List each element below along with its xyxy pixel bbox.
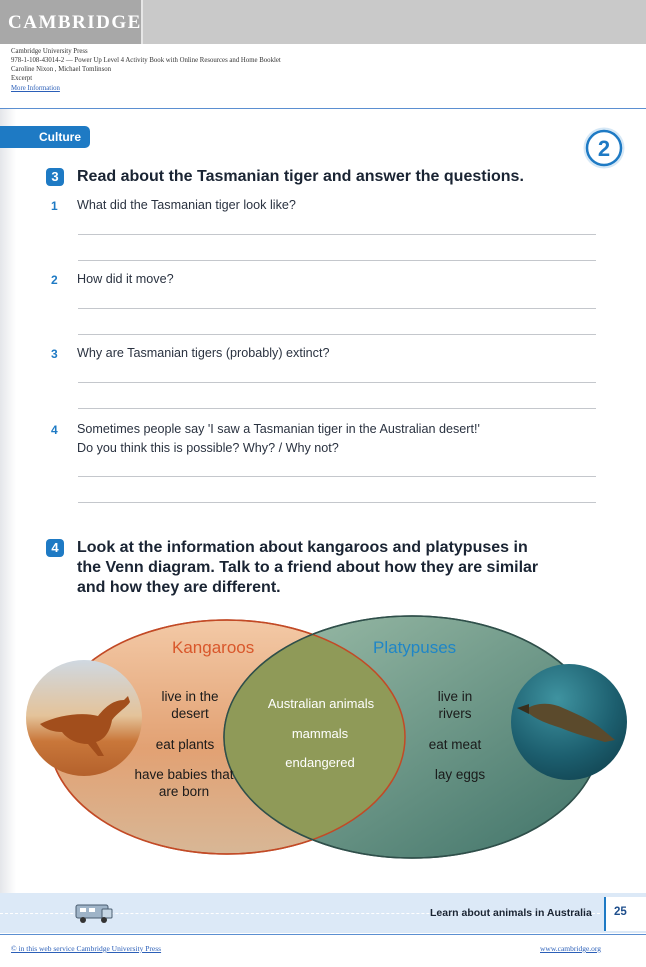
venn-diagram — [20, 612, 632, 862]
question-1-text: What did the Tasmanian tiger look like? — [77, 198, 296, 212]
excerpt-label: Excerpt — [11, 75, 33, 82]
answer-line-4b[interactable] — [78, 502, 596, 503]
answer-line-3b[interactable] — [78, 408, 596, 409]
shared-fact-australian: Australian animals — [267, 696, 375, 711]
exercise-4-number: 4 — [46, 539, 64, 557]
kangaroo-photo — [26, 660, 142, 776]
footer-caption: Learn about animals in Australia — [430, 907, 592, 919]
page-number: 25 — [614, 906, 627, 918]
section-tab: Culture — [0, 126, 90, 148]
answer-line-1a[interactable] — [78, 234, 596, 235]
shared-fact-endangered: endangered — [285, 755, 355, 770]
copyright-link[interactable]: © in this web service Cambridge University Press — [11, 944, 162, 953]
unit-badge — [582, 126, 626, 170]
unit-badge-icon — [582, 126, 626, 170]
question-2-number: 2 — [51, 273, 58, 287]
page-edge-shade — [0, 109, 16, 899]
kangaroo-fact-birth: have babies that are born — [134, 767, 234, 799]
kangaroos-title: Kangaroos — [172, 638, 255, 657]
campervan-icon — [72, 901, 116, 929]
isbn-line: 978-1-108-43014-2 — Power Up Level 4 Activity Book with Online Resources and Home Booklet — [11, 57, 281, 64]
answer-line-3a[interactable] — [78, 382, 596, 383]
kangaroo-fact-diet: eat plants — [155, 737, 215, 752]
question-4-text-line2: Do you think this is possible? Why? / Why not? — [77, 441, 339, 455]
unit-number: 2 — [597, 136, 611, 161]
exercise-4-title-line1: Look at the information about kangaroos and platypuses in — [77, 539, 528, 556]
authors: Caroline Nixon , Michael Tomlinson — [11, 66, 112, 73]
question-3-number: 3 — [51, 347, 58, 361]
answer-line-4a[interactable] — [78, 476, 596, 477]
kangaroo-fact-habitat: live in the desert — [161, 689, 219, 721]
kangaroo-icon — [26, 660, 142, 776]
platypus-photo — [511, 664, 627, 780]
question-4-text-line1: Sometimes people say 'I saw a Tasmanian tiger in the Australian desert!' — [77, 422, 480, 436]
exercise-3-number: 3 — [46, 168, 64, 186]
answer-line-2b[interactable] — [78, 334, 596, 335]
publisher-logo: CAMBRIDGE — [8, 12, 142, 33]
more-information-link[interactable]: More Information — [11, 85, 60, 92]
bottom-divider — [0, 934, 646, 935]
exercise-4-title-line2: the Venn diagram. Talk to a friend about how they are similar — [77, 559, 539, 576]
platypus-fact-habitat: live in rivers — [437, 689, 473, 721]
website-link[interactable]: www.cambridge.org — [540, 944, 602, 953]
platypus-icon — [511, 664, 627, 780]
question-2-text: How did it move? — [77, 272, 174, 286]
header-divider — [0, 108, 646, 109]
platypus-fact-diet: eat meat — [428, 737, 482, 752]
exercise-4-title-line3: and how they are different. — [77, 579, 281, 596]
question-4-number: 4 — [51, 423, 58, 437]
answer-line-1b[interactable] — [78, 260, 596, 261]
shared-fact-mammals: mammals — [291, 726, 349, 741]
answer-line-2a[interactable] — [78, 308, 596, 309]
exercise-3-title: Read about the Tasmanian tiger and answer the questions. — [77, 168, 524, 185]
platypus-fact-reproduction: lay eggs — [434, 767, 486, 782]
question-1-number: 1 — [51, 199, 58, 213]
platypuses-title: Platypuses — [373, 638, 457, 657]
question-3-text: Why are Tasmanian tigers (probably) extinct? — [77, 346, 330, 360]
publisher-name: Cambridge University Press — [11, 48, 88, 55]
